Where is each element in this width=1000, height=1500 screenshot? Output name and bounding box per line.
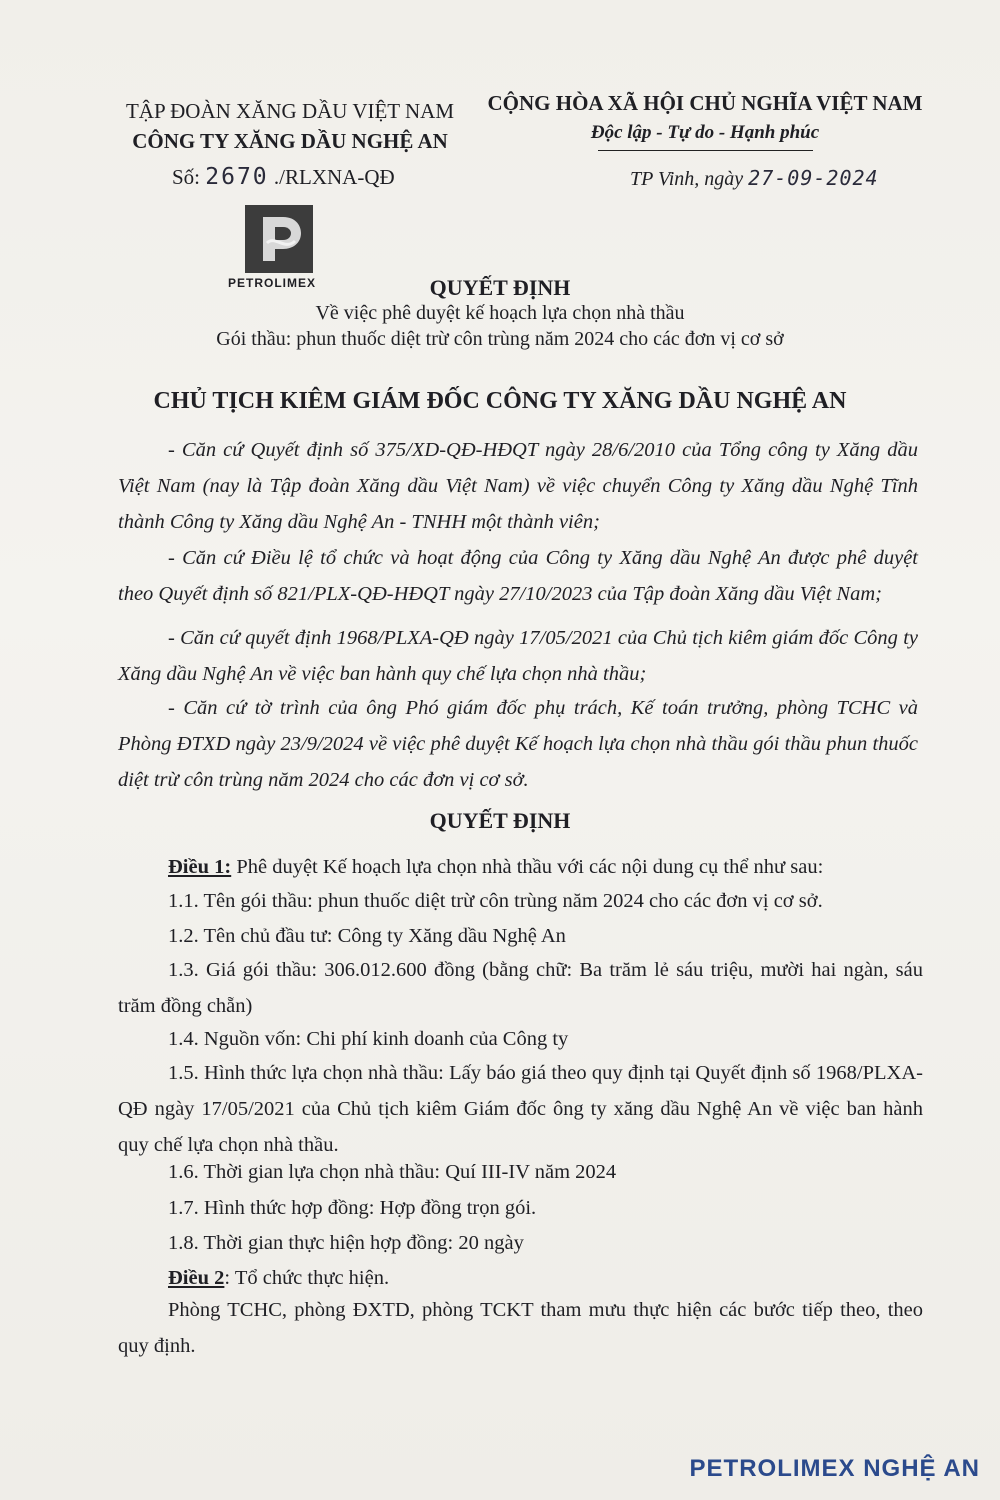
article-1: [168, 856, 973, 879]
item-1-5: 1.5. Hình thức lựa chọn nhà thầu: Lấy báo giá theo quy định tại Quyết định số 1968/PLXA-QĐ ngày 17/05/2021 của Chủ tịch kiêm Giám đốc ông ty xăng dầu Nghệ An về việc ban hành quy chế lựa chọn nhà thầu.: [118, 1062, 923, 1156]
motto-underline: [598, 150, 813, 151]
motto: Độc lập - Tự do - Hạnh phúc: [590, 122, 820, 143]
issuer-block: [100, 96, 480, 156]
company-name: CÔNG TY XĂNG DẦU NGHỆ AN: [132, 129, 448, 153]
so-number: 2670: [205, 164, 269, 190]
decision-heading: QUYẾT ĐỊNH: [429, 808, 571, 833]
basis-2: - Căn cứ Điều lệ tổ chức và hoạt động của Công ty Xăng dầu Nghệ An được phê duyệt theo Quyết định số 821/PLX-QĐ-HĐQT ngày 27/10/2023 của Tập đoàn Xăng dầu Việt Nam;: [118, 547, 918, 605]
item-1-8: 1.8. Thời gian thực hiện hợp đồng: 20 ngày: [168, 1232, 524, 1254]
country-name: CỘNG HÒA XÃ HỘI CHỦ NGHĨA VIỆT NAM: [487, 91, 923, 115]
item-1-4: 1.4. Nguồn vốn: Chi phí kinh doanh của Công ty: [168, 1028, 569, 1050]
footer-logo: PETROLIMEX NGHỆ AN: [689, 1455, 980, 1482]
item-1-7: 1.7. Hình thức hợp đồng: Hợp đồng trọn gói.: [168, 1197, 537, 1219]
item-1-1: 1.1. Tên gói thầu: phun thuốc diệt trừ côn trùng năm 2024 cho các đơn vị cơ sở.: [168, 890, 823, 912]
date-prefix: TP Vinh, ngày: [630, 168, 744, 190]
item-1-6: 1.6. Thời gian lựa chọn nhà thầu: Quí III-IV năm 2024: [168, 1161, 617, 1183]
item-1-3: 1.3. Giá gói thầu: 306.012.600 đồng (bằng chữ: Ba trăm lẻ sáu triệu, mười hai ngàn, sáu trăm đồng chẵn): [118, 959, 923, 1017]
decision-title: QUYẾT ĐỊNH: [429, 275, 571, 300]
so-label: Số:: [172, 165, 201, 189]
article-1-label: Điều 1:: [168, 856, 232, 878]
basis-3: - Căn cứ quyết định 1968/PLXA-QĐ ngày 17/05/2021 của Chủ tịch kiêm giám đốc Công ty Xăng dầu Nghệ An về việc ban hành quy chế lựa chọn nhà thầu;: [118, 627, 918, 685]
article-2-label: Điều 2: [168, 1267, 225, 1289]
petrolimex-logo-icon: [245, 205, 313, 273]
article-2: [168, 1267, 973, 1290]
date-value: 27-09-2024: [748, 166, 879, 190]
document-date: [630, 166, 879, 191]
decision-subtitle-2: Gói thầu: phun thuốc diệt trừ côn trùng năm 2024 cho các đơn vị cơ sở: [216, 328, 784, 350]
article-2-body: Phòng TCHC, phòng ĐXTD, phòng TCKT tham mưu thực hiện các bước tiếp theo, theo quy định.: [118, 1299, 923, 1357]
chairman-heading: CHỦ TỊCH KIÊM GIÁM ĐỐC CÔNG TY XĂNG DẦU NGHỆ AN: [153, 388, 847, 414]
article-1-text: Phê duyệt Kế hoạch lựa chọn nhà thầu với các nội dung cụ thể như sau:: [231, 856, 824, 878]
item-1-2: 1.2. Tên chủ đầu tư: Công ty Xăng dầu Nghệ An: [168, 925, 566, 947]
document-number: [172, 164, 395, 190]
basis-4: - Căn cứ tờ trình của ông Phó giám đốc phụ trách, Kế toán trưởng, phòng TCHC và Phòng ĐTXD ngày 23/9/2024 về việc phê duyệt Kế hoạch lựa chọn nhà thầu gói thầu phun thuốc diệt trừ côn trùng năm 2024 cho các đơn vị cơ sở.: [118, 697, 918, 791]
group-name: TẬP ĐOÀN XĂNG DẦU VIỆT NAM: [125, 99, 455, 123]
national-header: [470, 88, 940, 151]
decision-subtitle-1: Về việc phê duyệt kế hoạch lựa chọn nhà thầu: [315, 302, 685, 324]
basis-1: - Căn cứ Quyết định số 375/XD-QĐ-HĐQT ngày 28/6/2010 của Tổng công ty Xăng dầu Việt Nam (nay là Tập đoàn Xăng dầu Việt Nam) về việc chuyển Công ty Xăng dầu Nghệ Tĩnh thành Công ty Xăng dầu Nghệ An - TNHH một thành viên;: [118, 439, 918, 533]
so-suffix: ./RLXNA-QĐ: [273, 165, 395, 189]
logo-text: PETROLIMEX: [228, 276, 317, 290]
article-2-text: : Tổ chức thực hiện.: [224, 1267, 390, 1289]
